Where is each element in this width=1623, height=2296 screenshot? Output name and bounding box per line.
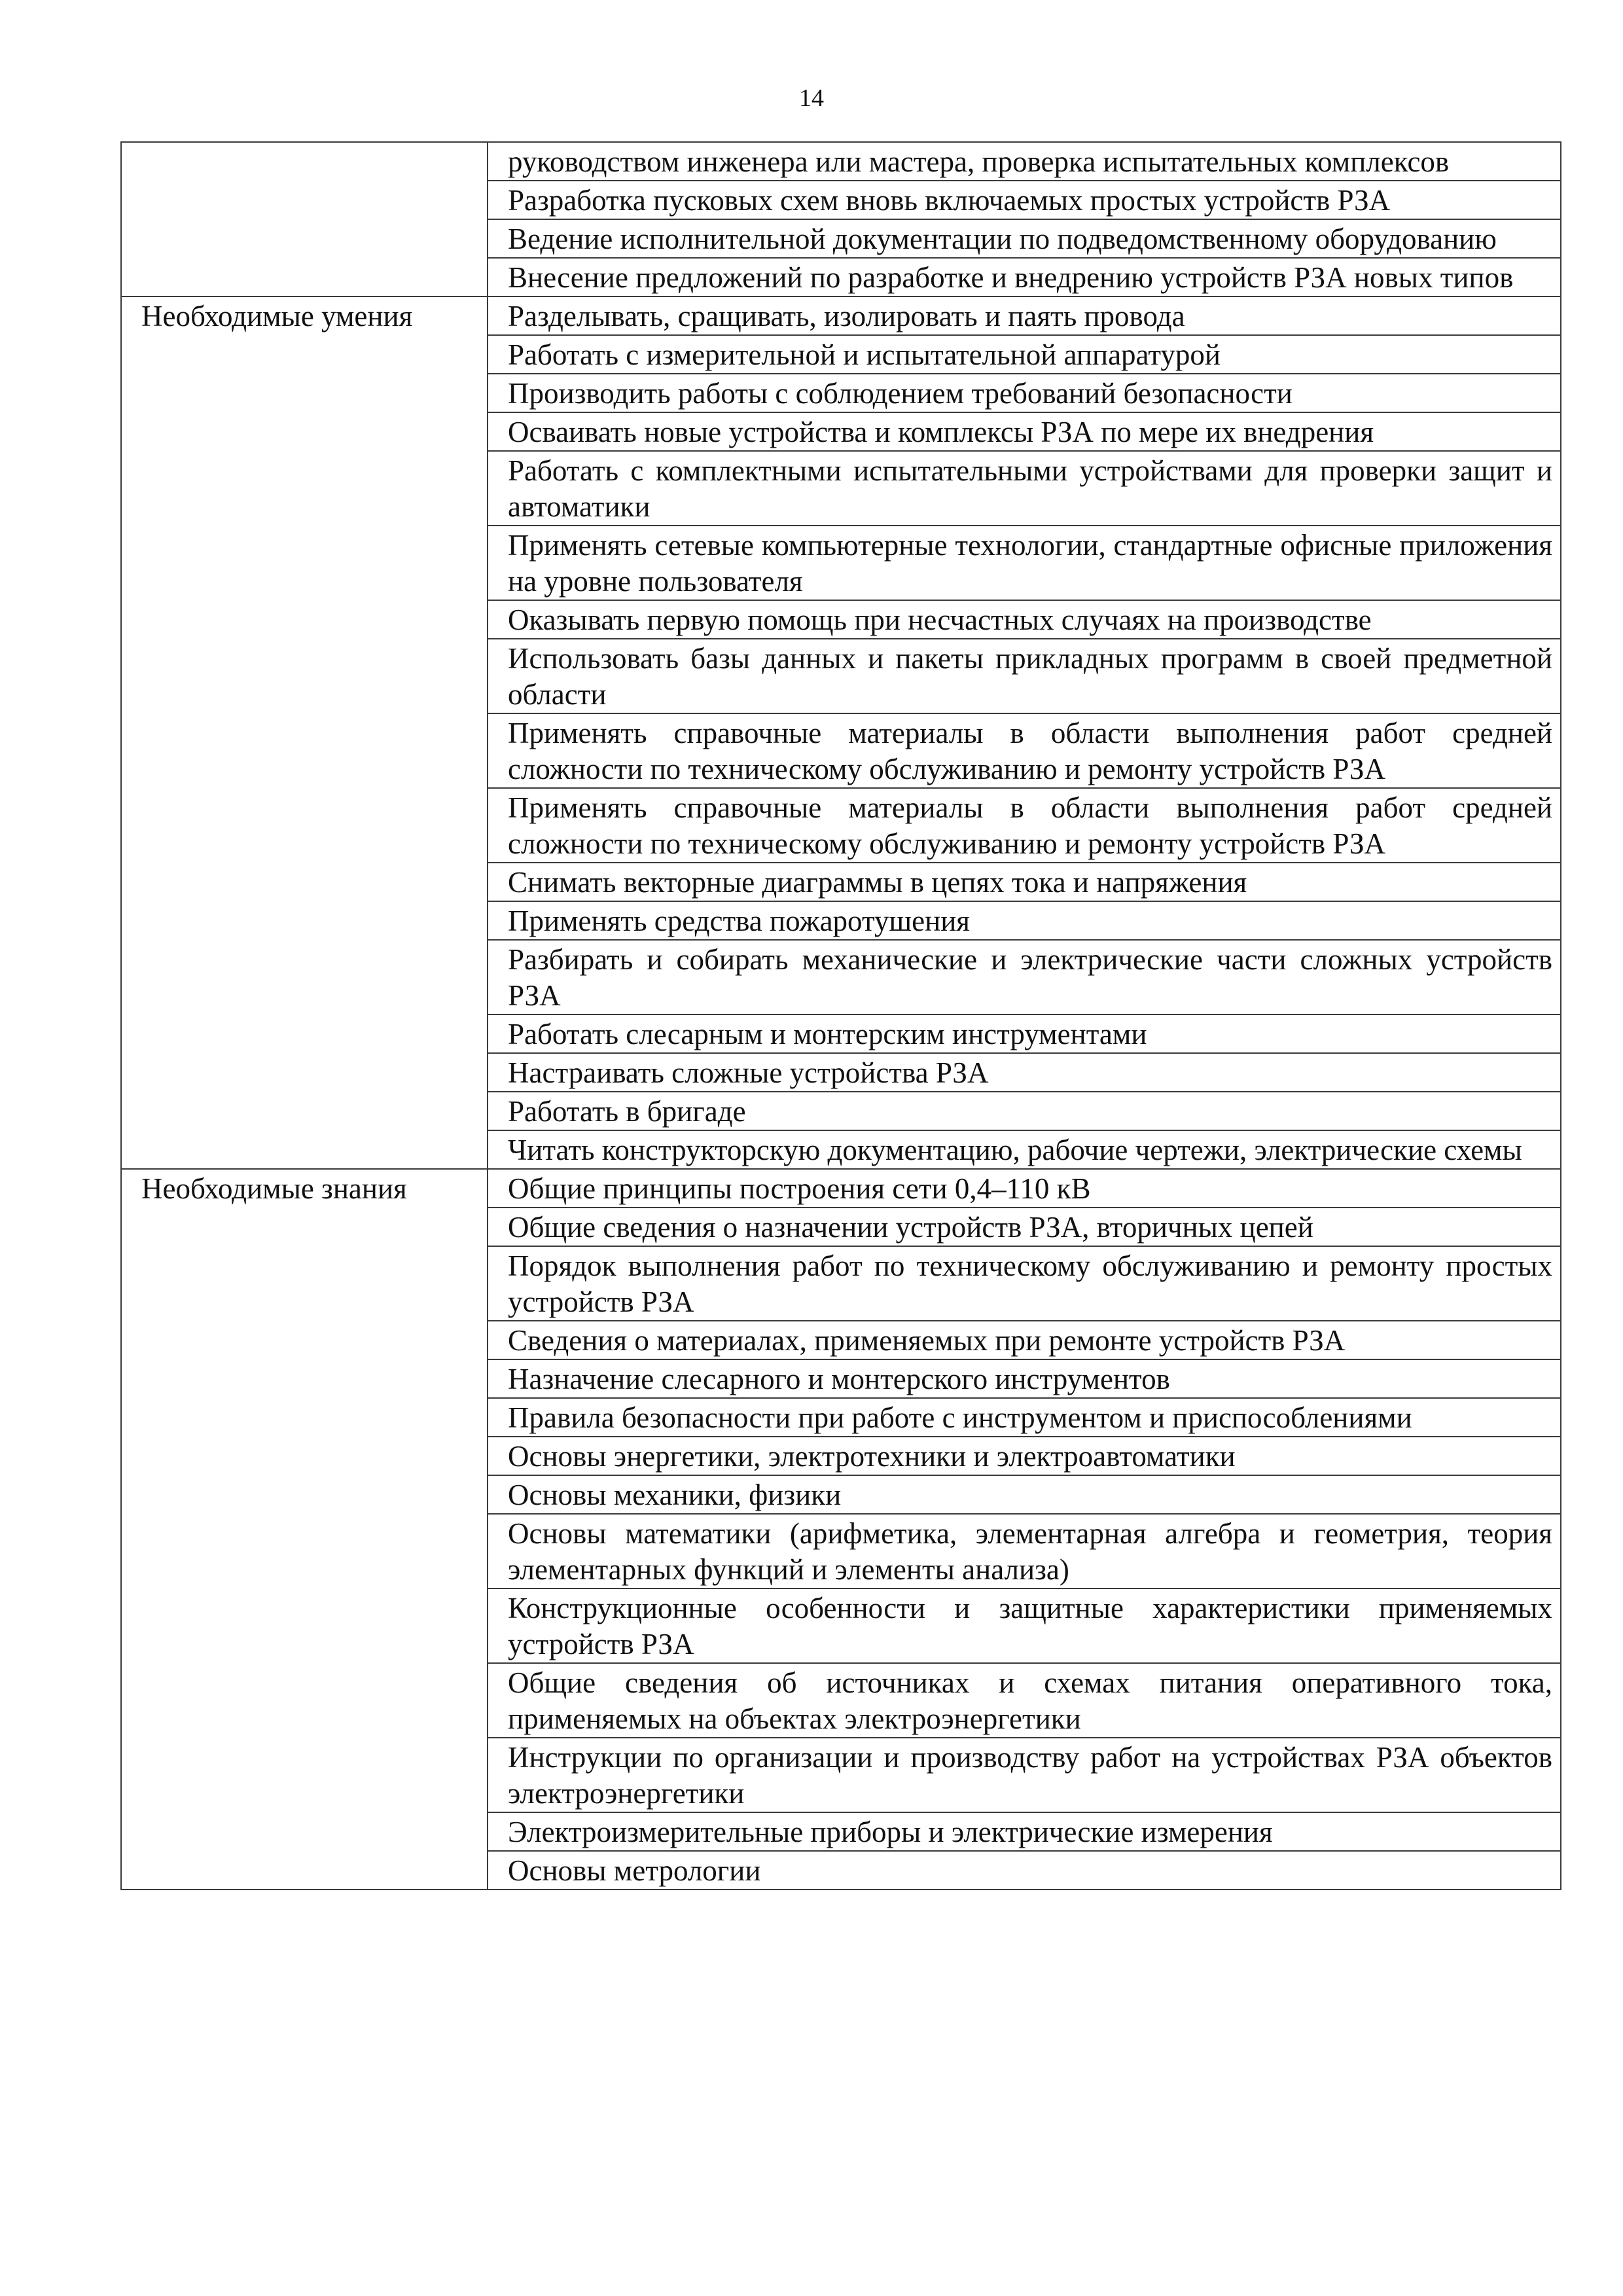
- requirement-item: Порядок выполнения работ по техническому обслуживанию и ремонту простых устройств РЗА: [488, 1246, 1561, 1321]
- requirement-item: Снимать векторные диаграммы в цепях тока и напряжения: [488, 863, 1561, 901]
- requirement-item: Правила безопасности при работе с инструментом и приспособлениями: [488, 1398, 1561, 1437]
- table-row: [121, 1169, 1561, 1208]
- requirement-item: Внесение предложений по разработке и внедрению устройств РЗА новых типов: [488, 258, 1561, 296]
- requirement-item: Производить работы с соблюдением требований безопасности: [488, 374, 1561, 412]
- section-label-continued: [121, 142, 488, 296]
- requirement-item: Применять справочные материалы в области выполнения работ средней сложности по техническому обслуживанию и ремонту устройств РЗА: [488, 788, 1561, 863]
- table-body: [121, 142, 1561, 1890]
- requirement-item: Разделывать, сращивать, изолировать и паять провода: [488, 296, 1561, 335]
- requirement-item: Электроизмерительные приборы и электрические измерения: [488, 1812, 1561, 1851]
- requirement-item: Конструкционные особенности и защитные характеристики применяемых устройств РЗА: [488, 1588, 1561, 1663]
- requirement-item: Работать в бригаде: [488, 1092, 1561, 1130]
- requirement-item: Оказывать первую помощь при несчастных случаях на производстве: [488, 600, 1561, 639]
- requirement-item: Основы энергетики, электротехники и электроавтоматики: [488, 1437, 1561, 1475]
- page-number: 14: [799, 84, 824, 112]
- requirement-item: Основы математики (арифметика, элементарная алгебра и геометрия, теория элементарных функций и элементы анализа): [488, 1514, 1561, 1588]
- section-label: Необходимые знания: [121, 1169, 488, 1890]
- requirement-item: Применять справочные материалы в области выполнения работ средней сложности по техническому обслуживанию и ремонту устройств РЗА: [488, 713, 1561, 788]
- table-row: [121, 142, 1561, 181]
- requirement-item: Общие принципы построения сети 0,4–110 кВ: [488, 1169, 1561, 1208]
- requirement-item: Работать с измерительной и испытательной аппаратурой: [488, 335, 1561, 374]
- requirement-item: Читать конструкторскую документацию, рабочие чертежи, электрические схемы: [488, 1130, 1561, 1169]
- requirement-item: Работать с комплектными испытательными устройствами для проверки защит и автоматики: [488, 451, 1561, 526]
- requirement-item: Назначение слесарного и монтерского инструментов: [488, 1359, 1561, 1398]
- requirement-item: Работать слесарным и монтерским инструментами: [488, 1014, 1561, 1053]
- requirement-item: Осваивать новые устройства и комплексы РЗА по мере их внедрения: [488, 412, 1561, 451]
- requirement-item: Общие сведения о назначении устройств РЗА, вторичных цепей: [488, 1208, 1561, 1246]
- requirement-item: Разработка пусковых схем вновь включаемых простых устройств РЗА: [488, 181, 1561, 219]
- requirement-item: Использовать базы данных и пакеты прикладных программ в своей предметной области: [488, 639, 1561, 713]
- requirement-item: Применять средства пожаротушения: [488, 901, 1561, 940]
- requirement-item: Настраивать сложные устройства РЗА: [488, 1053, 1561, 1092]
- requirement-item: Инструкции по организации и производству работ на устройствах РЗА объектов электроэнергетики: [488, 1738, 1561, 1812]
- requirement-item: Основы механики, физики: [488, 1475, 1561, 1514]
- requirement-item: Ведение исполнительной документации по подведомственному оборудованию: [488, 219, 1561, 258]
- requirement-item: Применять сетевые компьютерные технологии, стандартные офисные приложения на уровне пользователя: [488, 526, 1561, 600]
- requirement-item: Разбирать и собирать механические и электрические части сложных устройств РЗА: [488, 940, 1561, 1014]
- requirement-item: Общие сведения об источниках и схемах питания оперативного тока, применяемых на объектах электроэнергетики: [488, 1663, 1561, 1738]
- requirement-item: Основы метрологии: [488, 1851, 1561, 1890]
- table-row: [121, 296, 1561, 335]
- section-label: Необходимые умения: [121, 296, 488, 1169]
- requirements-table: [120, 141, 1561, 1890]
- requirement-item: Сведения о материалах, применяемых при ремонте устройств РЗА: [488, 1321, 1561, 1359]
- requirement-item: руководством инженера или мастера, проверка испытательных комплексов: [488, 142, 1561, 181]
